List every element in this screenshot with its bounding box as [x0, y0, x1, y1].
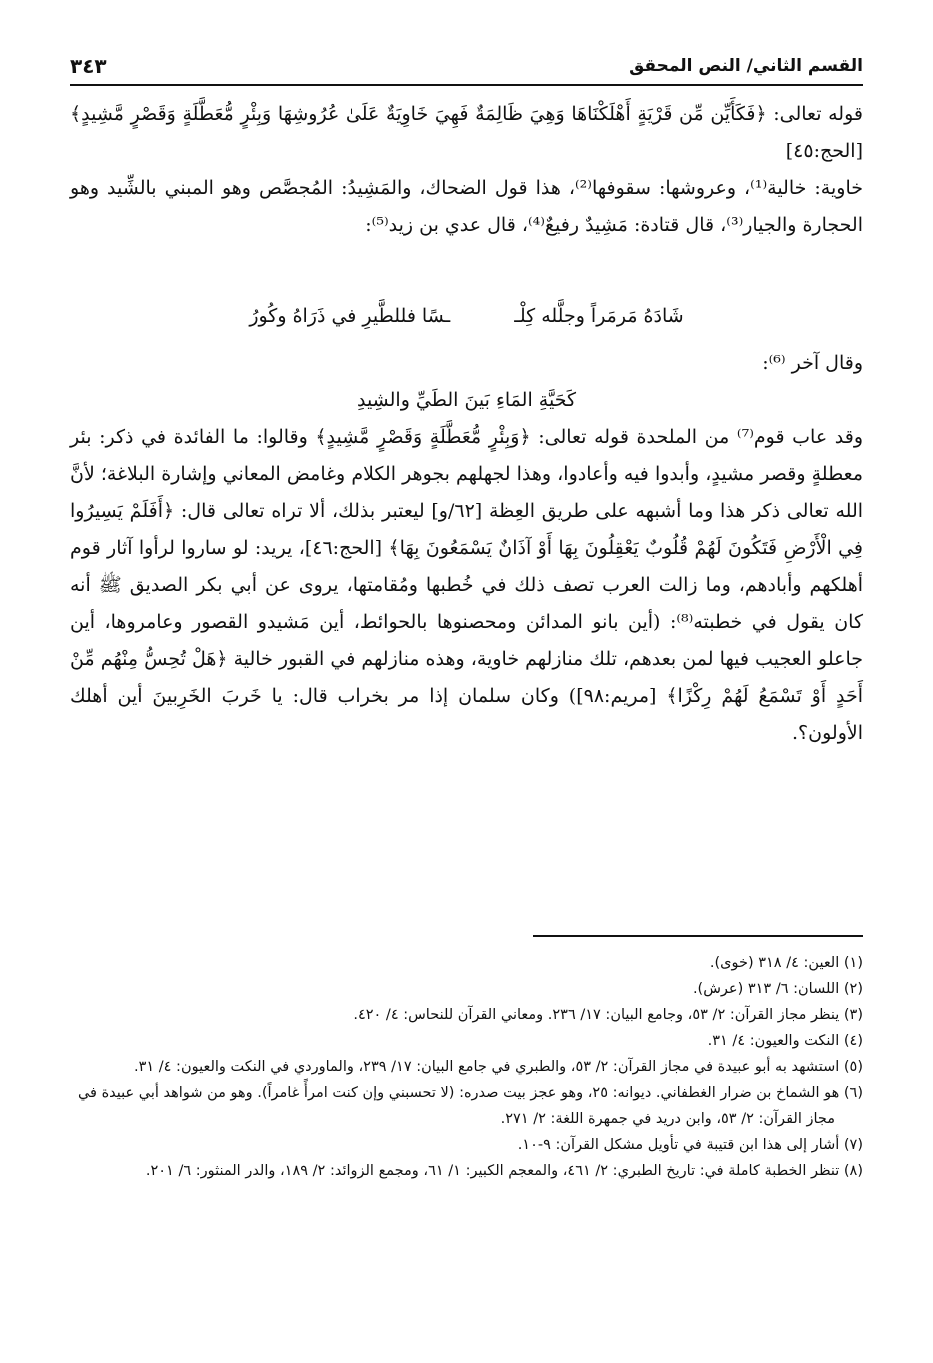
footnote-4: (٤) النكت والعيون: ٤/ ٣١.: [707, 1033, 863, 1049]
spacer: [70, 244, 863, 298]
main-paragraph: وقد عاب قوم⁽⁷⁾ من الملحدة قوله تعالى: ﴿وَبِئْرٍ مُّعَطَّلَةٍ وَقَصْرٍ مَّشِيدٍ﴾ وقالوا: ما الفائدة في ذكر: بئر معطلةٍ وقصر مشيدٍ، وأبدوا فيه وأعادوا، وهذا لجهلهم بجوهر الكلام وغامض المعاني وإشارة البلاغة؛ لأنَّ الله تعالى ذكر هذا وما أشبهه على طريق العِظة [٦٢/و] ليعتبر بذلك، ألا تراه تعالى قال: ﴿أَفَلَمْ يَسِيرُوا فِي الْأَرْضِ فَتَكُونَ لَهُمْ قُلُوبٌ يَعْقِلُونَ بِهَا أَوْ آذَانٌ يَسْمَعُونَ بِهَا﴾ [الحج:٤٦]، يريد: لو ساروا لرأوا آثار قوم أهلكهم وأبادهم، وما زالت العرب تصف ذلك في خُطبها ومُقامتها، يروى عن أبي بكر الصديق ﷺ أنه كان يقول في خطبته⁽⁸⁾: (أين بانو المدائن ومحصنوها بالحوائط، أين مَشيدو القصور وعامروها، أين جاعلو العجيب فيها لمن بعدهم، تلك منازلهم خاوية، وهذه منازلهم في القبور خالية ﴿هَلْ تُحِسُّ مِنْهُم مِّنْ أَحَدٍ أَوْ تَسْمَعُ لَهُمْ رِكْزًا﴾ [مريم:٩٨]) وكان سلمان إذا مر بخراب قال: يا خَربَ الخَرِبينَ أين أهلك الأولون؟.: [70, 426, 864, 744]
footnotes-divider: [533, 935, 863, 937]
running-title: القسم الثاني/ النص المحقق: [629, 56, 863, 76]
footnote-6: (٦) هو الشماخ بن ضرار الغطفاني. ديوانه: ٢٥، وهو عجز بيت صدره: (لا تحسبني وإن كنت امرأً غامراً). وهو من شواهد أبي عبيدة في مجاز القرآن: ٢/ ٥٣، وابن دريد في جمهرة اللغة: ٢/ ٢٧١.: [77, 1085, 863, 1127]
verse-hemistich-first: شَادَهُ مَرمَراً وجلَّله كِلْـ: [514, 305, 684, 327]
footnote-1: (١) العين: ٤/ ٣١٨ (خوى).: [709, 955, 863, 971]
footnote-7: (٧) أشار إلى هذا ابن قتيبة في تأويل مشكل القرآن: ٩-١٠.: [517, 1137, 863, 1153]
verse-hemistich-second: ـسًا فللطَّيرِ في ذَرَاهُ وكُورُ: [249, 305, 451, 327]
footnotes: [70, 950, 863, 1184]
poetry-line: كَحَيَّةِ المَاءِ بَينَ الطَيِّ والشِيدِ: [356, 389, 577, 411]
commentary-paragraph: خاوية: خالية⁽¹⁾، وعروشها: سقوفها⁽²⁾، هذا قول الضحاك، والمَشِيدُ: المُجصَّص وهو المبني بالشِّيد وهو الحجارة والجيار⁽³⁾، قال قتادة: مَشِيدٌ رفيعٌ⁽⁴⁾، قال عدي بن زيد⁽⁵⁾:: [70, 177, 863, 236]
footnote-3: (٣) ينظر مجاز القرآن: ٢/ ٥٣، وجامع البيان: ١٧/ ٢٣٦. ومعاني القرآن للنحاس: ٤/ ٤٢٠.: [353, 1007, 863, 1023]
poetry-verse: [70, 298, 863, 335]
another-poet-intro: وقال آخر ⁽⁶⁾:: [762, 352, 863, 374]
page-number: ٣٤٣: [70, 54, 107, 78]
footnote-8: (٨) تنظر الخطبة كاملة في: تاريخ الطبري: ٢/ ٤٦١، والمعجم الكبير: ١/ ٦١، ومجمع الزوائد: ٢/ ١٨٩، والدر المنثور: ٦/ ٢٠١.: [145, 1163, 863, 1179]
footnote-5: (٥) استشهد به أبو عبيدة في مجاز القرآن: ٢/ ٥٣، والطبري في جامع البيان: ١٧/ ٢٣٩، والماوردي في النكت والعيون: ٤/ ٣١.: [133, 1059, 863, 1075]
quran-verse-paragraph: قوله تعالى: ﴿فَكَأَيِّن مِّن قَرْيَةٍ أَهْلَكْنَاهَا وَهِيَ ظَالِمَةٌ فَهِيَ خَاوِيَةٌ عَلَىٰ عُرُوشِهَا وَبِئْرٍ مُّعَطَّلَةٍ وَقَصْرٍ مَّشِيدٍ﴾ [الحج:٤٥]: [70, 103, 863, 162]
page-header: [70, 50, 863, 86]
footnote-2: (٢) اللسان: ٦/ ٣١٣ (عرش).: [692, 981, 863, 997]
main-text: [70, 96, 863, 752]
